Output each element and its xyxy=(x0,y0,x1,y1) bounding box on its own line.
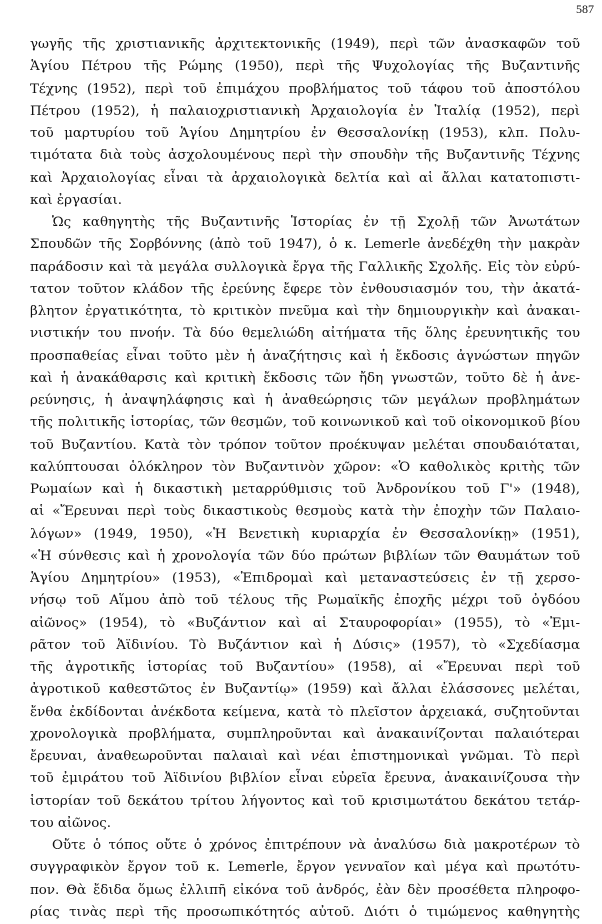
text-line: ἱστορίαν τοῦ δεκάτου τρίτου λήγοντος καὶ τοῦ κρισιμωτάτου δεκάτου τετάρ- xyxy=(30,793,580,809)
text-line: τοῦ μαρτυρίου τοῦ Ἁγίου Δημητρίου ἐν Θεσσαλονίκῃ (1953), κλπ. Πολυ- xyxy=(30,126,580,141)
text-line: καὶ ἐργασίαι. xyxy=(30,192,122,208)
page-number: 587 xyxy=(576,2,594,16)
text-line: τοῦ ἐμιράτου τοῦ Ἀϊδινίου βιβλίον εἶναι εὐρεῖα ἔρευνα, ἀνακαινίζουσα τὴν xyxy=(30,771,580,787)
text-line: Ἁγίου Δημητρίου» (1953), «Ἐπιδρομαὶ καὶ μεταναστεύσεις ἐν τῇ χερσο- xyxy=(30,571,580,586)
text-line: βλητον ἐργατικότητα, τὸ κριτικὸν πνεῦμα καὶ τὴν δημιουργικὴν καὶ ἀνακαι- xyxy=(30,304,580,319)
text-line: αἱ «Ἔρευναι περὶ τοὺς δικαστικοὺς θεσμοὺς κατὰ τὴν ἐποχὴν τῶν Παλαιο- xyxy=(30,504,580,520)
text-line: χρονολογικὰ προβλήματα, συμπληροῦνται καὶ ἀνακαινίζονται παλαιότεραι xyxy=(30,726,580,742)
text-line: τῆς πολιτικῆς ἱστορίας, τῶν θεσμῶν, τοῦ κοινωνικοῦ καὶ τοῦ οἰκονομικοῦ βίου xyxy=(30,415,580,431)
text-line: νήσῳ τοῦ Αἵμου ἀπὸ τοῦ τέλους τῆς Ρωμαϊκῆς ἐποχῆς μέχρι τοῦ ὀγδόου xyxy=(30,593,580,609)
text-line: Πέτρου (1952), ἡ παλαιοχριστιανικὴ Ἀρχαιολογία ἐν Ἰταλίᾳ (1952), περὶ xyxy=(30,103,580,119)
text-line: τοῦ Βυζαντίου. Κατὰ τὸν τρόπον τοῦτον προέκυψαν μελέται σπουδαιόταται, xyxy=(30,437,580,453)
text-line: Ἁγίου Πέτρου τῆς Ρώμης (1950), περὶ τῆς Ψυχολογίας τῆς Βυζαντινῆς xyxy=(30,59,580,75)
text-line: Ρωμαίων καὶ ἡ δικαστικὴ μεταρρύθμισις τοῦ Ἀνδρονίκου τοῦ Γ'» (1948), xyxy=(30,482,580,497)
text-line: ἔνθα ἐκδίδονται ἀνέκδοτα κείμενα, κατὰ τὸ πλεῖστον ἀρχειακά, συζητοῦνται xyxy=(30,704,580,720)
text-line: του αἰῶνος. xyxy=(30,815,112,831)
text-line: καὶ Ἀρχαιολογίας εἶναι τὰ ἀρχαιολογικὰ δελτία καὶ αἱ ἄλλαι κατατοπιστι- xyxy=(30,170,580,186)
text-line: Τέχνης (1952), περὶ τοῦ ἐπιμάχου προβλήματος τοῦ τάφου τοῦ ἀποστόλου xyxy=(30,81,580,97)
text-line: αἰῶνος» (1954), τὸ «Βυζάντιον καὶ αἱ Σταυροφορίαι» (1955), τὸ «Ἐμι- xyxy=(30,615,580,631)
text-line: προσπαθείας εἶναι τοῦτο μὲν ἡ ἀναζήτησις καὶ ἡ ἔκδοσις ἀγνώστων πηγῶν xyxy=(30,348,580,364)
text-line: ἀγροτικοῦ καθεστῶτος ἐν Βυζαντίῳ» (1959) καὶ ἄλλαι ἐλάσσονες μελέται, xyxy=(30,682,580,698)
text-line: συγγραφικὸν ἔργον τοῦ κ. Lemerle, ἔργον γενναῖον καὶ μέγα καὶ πρωτότυ- xyxy=(30,860,580,876)
text-line: πον. Θὰ ἔδιδα ὅμως ἐλλιπῆ εἰκόνα τοῦ ἀνδρός, ἐὰν δὲν προσέθετα πληροφο- xyxy=(30,882,580,898)
text-line: γωγῆς τῆς χριστιανικῆς ἀρχιτεκτονικῆς (1949), περὶ τῶν ἀνασκαφῶν τοῦ xyxy=(30,37,580,52)
document-body xyxy=(30,34,580,924)
text-line: καὶ ἡ ἀνακάθαρσις καὶ κριτικὴ ἔκδοσις τῶν ἤδη γνωστῶν, τοῦτο δὲ ἡ ἀνε- xyxy=(30,370,580,386)
text-line: καλύπτουσαι ὁλόκληρον τὸν Βυζαντινὸν χῶρον: «Ὁ καθολικὸς κριτὴς τῶν xyxy=(30,459,580,475)
text-line: Οὔτε ὁ τόπος οὔτε ὁ χρόνος ἐπιτρέπουν νὰ ἀναλύσω διὰ μακροτέρων τὸ xyxy=(52,838,580,853)
text-line: τῆς ἀγροτικῆς ἱστορίας τοῦ Βυζαντίου» (1958), αἱ «Ἔρευναι περὶ τοῦ xyxy=(30,660,580,675)
text-line: νιστικήν του πνοήν. Τὰ δύο θεμελιώδη αἰτήματα τῆς ὅλης ἐρευνητικῆς του xyxy=(30,326,580,342)
text-line: λόγων» (1949, 1950), «Ἡ Βενετικὴ κυριαρχία ἐν Θεσσαλονίκῃ» (1951), xyxy=(30,526,580,542)
text-line: τιμότατα διὰ τοὺς ἀσχολουμένους περὶ τὴν σπουδὴν τῆς Βυζαντινῆς Τέχνης xyxy=(30,148,580,164)
text-line: ἔρευναι, ἀναθεωροῦνται παλαιαὶ καὶ νέαι ἐπιστημονικαὶ γνῶμαι. Τὸ περὶ xyxy=(30,749,580,764)
text-line: παράδοσιν καὶ τὰ μεγάλα συλλογικὰ ἔργα τῆς Γαλλικῆς Σχολῆς. Εἰς τὸν εὐρύ- xyxy=(30,259,580,275)
text-line: ρᾶτον τοῦ Ἀϊδινίου. Τὸ Βυζάντιον καὶ ἡ Δύσις» (1957), τὸ «Σχεδίασμα xyxy=(30,637,580,653)
text-line: «Ἡ σύνθεσις καὶ ἡ χρονολογία τῶν δύο πρώτων βιβλίων τῶν Θαυμάτων τοῦ xyxy=(30,548,580,564)
text-line: ρίας τινὰς περὶ τῆς προσωπικότητός αὐτοῦ. Διότι ὁ τιμώμενος καθηγητὴς xyxy=(30,904,580,920)
text-line: ρεύνησις, ἡ ἀναψηλάφησις καὶ ἡ ἀναθεώρησις τῶν μεγάλων προβλημάτων xyxy=(30,393,580,408)
text-line: Σπουδῶν τῆς Σορβόννης (ἀπὸ τοῦ 1947), ὁ κ. Lemerle ἀνεδέχθη τὴν μακρὰν xyxy=(30,237,580,253)
text-line: τατον τοῦτον κλάδον τῆς ἐρεύνης ἔφερε τὸν ἐνθουσιασμόν του, τὴν ἀκατά- xyxy=(30,281,580,297)
text-line: Ὡς καθηγητὴς τῆς Βυζαντινῆς Ἱστορίας ἐν τῇ Σχολῇ τῶν Ἀνωτάτων xyxy=(52,215,580,230)
